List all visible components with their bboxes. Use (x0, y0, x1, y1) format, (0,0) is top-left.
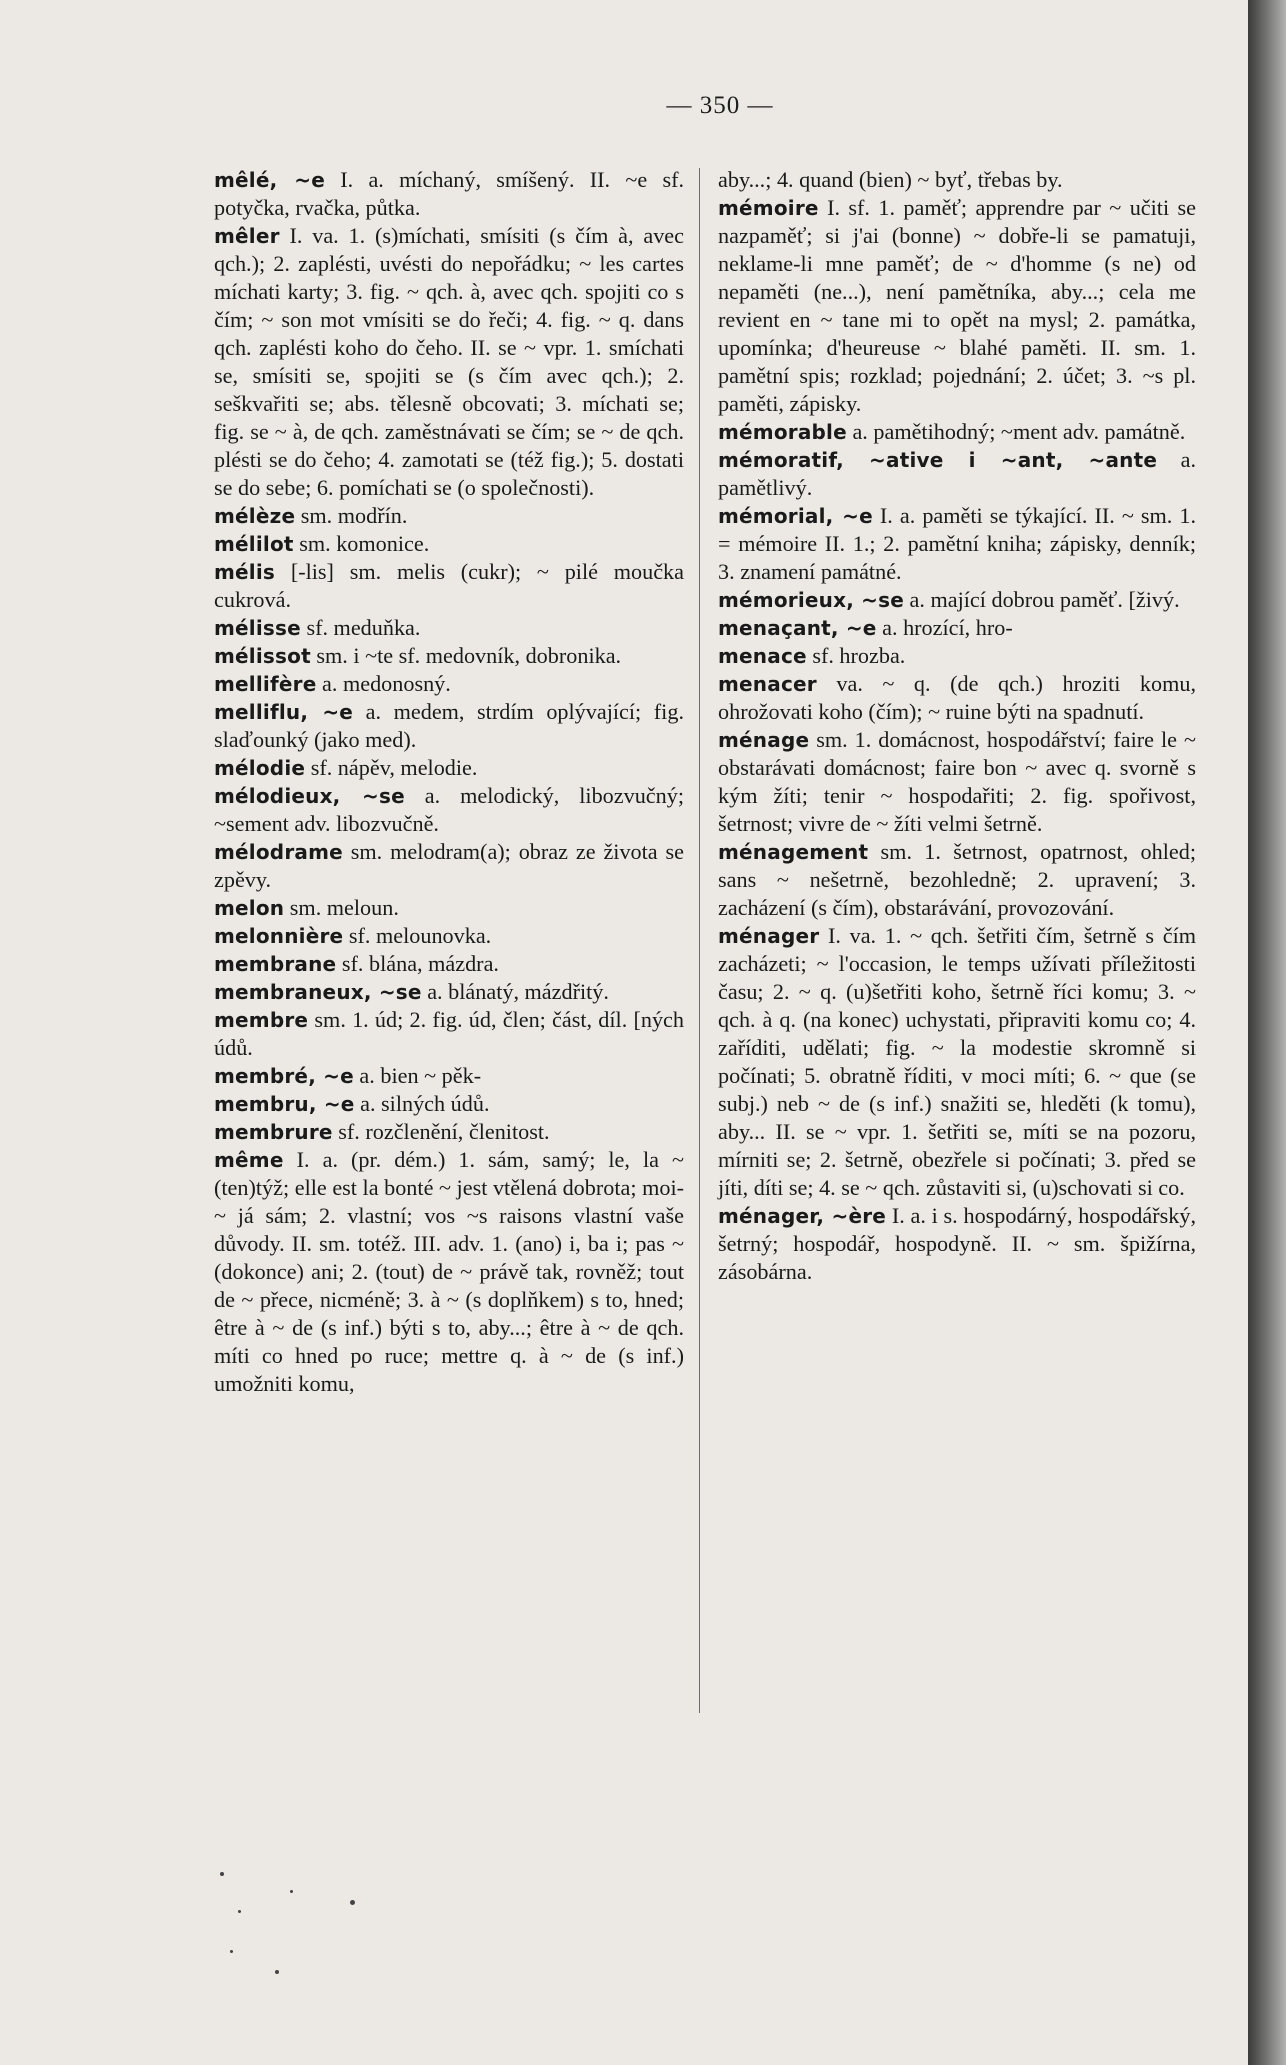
definition: sf. rozčlenění, členitost. (338, 1119, 550, 1144)
dictionary-entry (214, 922, 684, 950)
definition: sm. 1. šetrnost, opatrnost, ohled; sans ~ nešetrně, bezohledně; 2. upravení; 3. zacházení (s čím), obstarávání, provozování. (718, 839, 1197, 920)
headword: mélèze (214, 504, 296, 528)
definition: I. a. (pr. dém.) 1. sám, samý; le, la ~ (ten)týž; elle est la bonté ~ jest vtělená dobrota; moi-~ já sám; 2. vlastní; vos ~s raisons vlastní vaše důvody. II. sm. totéž. III. adv. 1. (ano) i, ba i; pas ~ (dokonce) ani; 2. (tout) de ~ právě tak, rovněž; tout de ~ přece, nicméně; 3. à ~ (s doplňkem) s to, hned; être à ~ de (s inf.) býti s to, aby...; être à ~ de qch. míti co hned po ruce; mettre q. à ~ de (s inf.) umožniti komu, (214, 1147, 684, 1396)
headword: melliflu, ~e (214, 700, 354, 724)
column-divider (699, 168, 700, 1713)
definition: sf. meduňka. (306, 615, 421, 640)
dictionary-entry (718, 502, 1196, 586)
headword: melon (214, 896, 285, 920)
dictionary-entry (214, 838, 684, 894)
definition: sm. 1. domácnost, hospodářství; faire le ~ obstarávati domácnost; faire bon ~ avec q. svorně s kým žíti; tenir ~ hospodařiti; 2. fig. spořivost, šetrnost; vivre de ~ žíti velmi šetrně. (718, 727, 1196, 836)
headword: menacer (718, 672, 817, 696)
dictionary-entry (214, 558, 684, 614)
definition: I. va. 1. (s)míchati, smísiti (s čím à, avec qch.); 2. zaplésti, uvésti do nepořádku; ~ les cartes míchati karty; 3. fig. ~ qch. à, avec qch. spojiti co s čím; ~ son mot vmísiti se do řeči; 4. fig. ~ q. dans qch. zaplésti koho do čeho. II. se ~ vpr. 1. smíchati se, smísiti se, spojiti se (s čím avec qch.); 2. seškvařiti se; abs. tělesně obcovati; 3. míchati se; fig. se ~ à, de qch. zaměstnávati se čím; se ~ de qch. plésti se do čeho; 4. zamotati se (též fig.); 5. dostati se do sebe; 6. pomíchati se (o společnosti). (214, 223, 685, 500)
right-column (718, 166, 1196, 1286)
headword: menace (718, 644, 807, 668)
dictionary-entry (718, 838, 1196, 922)
headword: même (214, 1148, 284, 1172)
definition: a. silných údů. (360, 1091, 490, 1116)
headword: ménager (718, 924, 820, 948)
definition: sm. 1. úd; 2. fig. úd, člen; část, díl. [ných údů. (214, 1007, 684, 1060)
dictionary-entry (718, 726, 1196, 838)
definition: sm. komonice. (299, 531, 430, 556)
definition: va. ~ q. (de qch.) hroziti komu, ohrožovati koho (čím); ~ ruine býti na spadnutí. (718, 671, 1197, 724)
headword: mémoratif, ~ative i ~ant, ~ante (718, 448, 1158, 472)
dictionary-entry (718, 642, 1196, 670)
dictionary-entry (718, 166, 1196, 194)
dictionary-entry (718, 1202, 1196, 1286)
dictionary-entry (214, 1090, 684, 1118)
dictionary-entry (214, 782, 684, 838)
dictionary-entry (718, 418, 1196, 446)
definition: a. pamětihodný; ~ment adv. památně. (852, 419, 1186, 444)
definition: sf. blána, mázdra. (341, 951, 499, 976)
headword: mémorable (718, 420, 847, 444)
definition: a. blánatý, mázdřitý. (427, 979, 609, 1004)
ink-specks (200, 1850, 460, 1990)
headword: membrane (214, 952, 337, 976)
definition: sf. melounovka. (348, 923, 492, 948)
dictionary-entry (214, 670, 684, 698)
definition: sf. nápěv, melodie. (310, 755, 478, 780)
dictionary-entry (214, 1062, 684, 1090)
definition: sm. i ~te sf. medovník, dobronika. (316, 643, 622, 668)
dictionary-entry (214, 1006, 684, 1062)
headword: menaçant, ~e (718, 616, 877, 640)
headword: mêler (214, 224, 280, 248)
definition: a. bien ~ pěk- (359, 1063, 482, 1088)
headword: membré, ~e (214, 1064, 354, 1088)
definition: a. hrozící, hro- (882, 615, 1013, 640)
headword: mémorieux, ~se (718, 588, 904, 612)
dictionary-entry (718, 922, 1196, 1202)
dictionary-entry (718, 586, 1196, 614)
definition: a. mající dobrou paměť. [živý. (909, 587, 1180, 612)
headword: membraneux, ~se (214, 980, 422, 1004)
headword: mélodieux, ~se (214, 784, 405, 808)
headword: ménage (718, 728, 810, 752)
dictionary-entry (214, 894, 684, 922)
dictionary-entry (214, 1146, 684, 1398)
definition: sm. meloun. (289, 895, 399, 920)
headword: mémorial, ~e (718, 504, 873, 528)
definition: I. a. paměti se týkající. II. ~ sm. 1. = mémoire II. 1.; 2. pamětní kniha; zápisky, denník; 3. znamení památné. (718, 503, 1197, 584)
dictionary-entry (214, 166, 684, 222)
definition: sm. melodram(a); obraz ze života se zpěvy. (214, 839, 685, 892)
dictionary-entry (214, 502, 684, 530)
definition: a. medonosný. (322, 671, 451, 696)
headword: mélilot (214, 532, 294, 556)
dictionary-entry (214, 698, 684, 754)
dictionary-entry (718, 670, 1196, 726)
dictionary-entry (214, 222, 684, 502)
headword: membre (214, 1008, 309, 1032)
dictionary-entry (718, 194, 1196, 418)
page-edge-shadow (1248, 0, 1286, 2065)
definition: sm. modřín. (300, 503, 408, 528)
headword: mélisse (214, 616, 301, 640)
dictionary-entry (214, 950, 684, 978)
headword: mêlé, ~e (214, 168, 326, 192)
headword: mellifère (214, 672, 317, 696)
headword: ménagement (718, 840, 869, 864)
headword: mélis (214, 560, 276, 584)
headword: mémoire (718, 196, 819, 220)
definition: I. a. míchaný, smíšený. II. ~e sf. potyčka, rvačka, půtka. (214, 167, 685, 220)
headword: mélissot (214, 644, 311, 668)
headword: mélodie (214, 756, 306, 780)
definition: sf. hrozba. (812, 643, 906, 668)
dictionary-entry (214, 1118, 684, 1146)
dictionary-entry (214, 754, 684, 782)
dictionary-entry (718, 446, 1196, 502)
dictionary-entry (214, 614, 684, 642)
headword: ménager, ~ère (718, 1204, 887, 1228)
headword: mélodrame (214, 840, 343, 864)
definition: I. sf. 1. paměť; apprendre par ~ učiti se nazpaměť; si j'ai (bonne) ~ dobře-li se pamatuji, neklame-li mne paměť; de ~ d'homme (s ne) od nepaměti (ne...), není pamětníka, aby...; cela me revient en ~ tane mi to opět na mysl; 2. památka, upomínka; d'heureuse ~ blahé paměti. II. sm. 1. pamětní spis; rozklad; pojednání; 2. účet; 3. ~s pl. paměti, zápisky. (718, 195, 1197, 416)
dictionary-entry (214, 530, 684, 558)
headword: melonnière (214, 924, 344, 948)
definition: a. pamětlivý. (718, 447, 1197, 500)
dictionary-entry (214, 978, 684, 1006)
definition: aby...; 4. quand (bien) ~ byť, třebas by. (718, 167, 1063, 192)
definition: I. a. i s. hospodárný, hospodářský, šetrný; hospodář, hospodyně. II. ~ sm. špižírna, zásobárna. (718, 1203, 1196, 1284)
definition: I. va. 1. ~ qch. šetřiti čím, šetrně s čím zacházeti; ~ l'occasion, le temps užívati příležitosti času; 2. ~ q. (u)šetřiti koho, šetrně říci komu; 3. ~ qch. à q. (na konec) uchystati, připraviti komu co; 4. zaříditi, udělati; fig. ~ la modestie skromně si počínati; 5. obratně říditi, v moci míti; 6. ~ que (se subj.) neb ~ de (s inf.) snažiti se, hleděti (k tomu), aby... II. se ~ vpr. 1. šetřiti se, míti se na pozoru, mírniti se; 2. šetrně, obezřele si počínati; 3. před se jíti, díti se; 4. se ~ qch. zůstaviti si, (u)schovati si co. (718, 923, 1196, 1200)
page-number: — 350 — (666, 92, 774, 119)
definition: a. melodický, libozvučný; ~sement adv. libozvučně. (214, 783, 685, 836)
left-column (214, 166, 684, 1398)
dictionary-entry (718, 614, 1196, 642)
definition: a. medem, strdím oplývající; fig. slaďounký (jako med). (214, 699, 684, 752)
dictionary-entry (214, 642, 684, 670)
headword: membru, ~e (214, 1092, 355, 1116)
headword: membrure (214, 1120, 333, 1144)
definition: [-lis] sm. melis (cukr); ~ pilé moučka cukrová. (214, 559, 684, 612)
